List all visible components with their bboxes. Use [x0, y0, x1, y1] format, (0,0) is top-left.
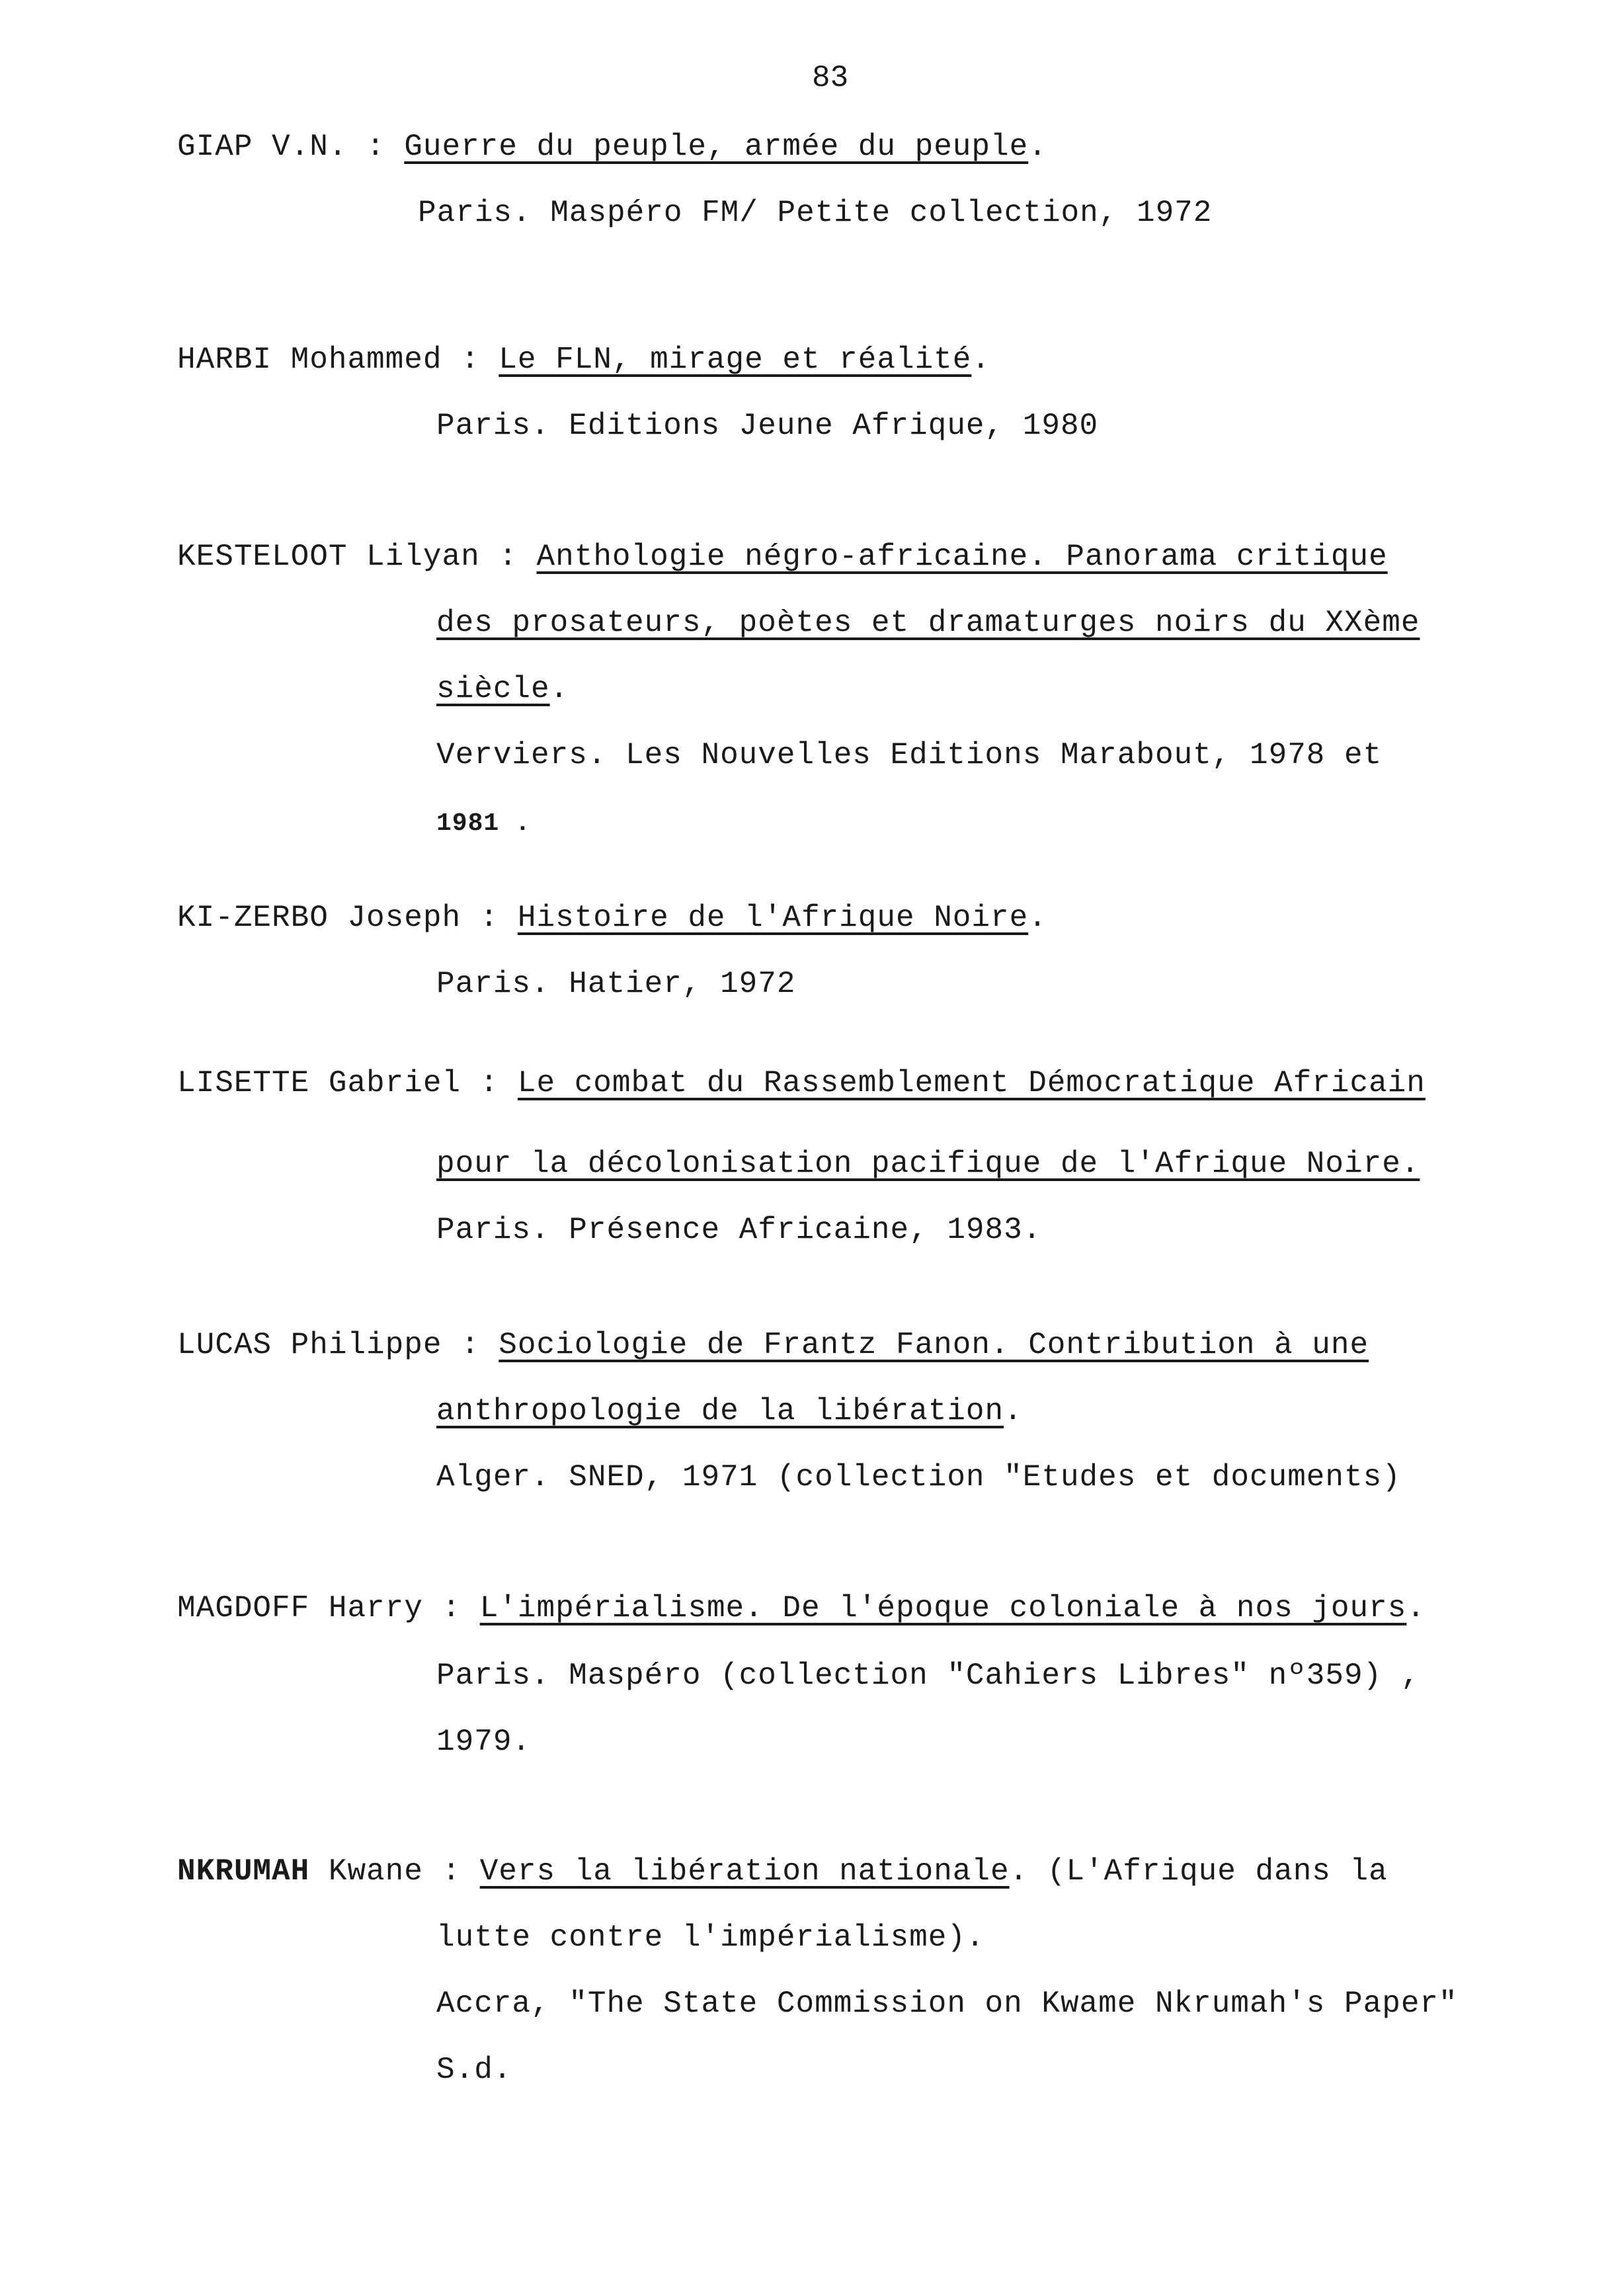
entry-author-surname: NKRUMAH — [177, 1854, 310, 1889]
entry-author: LISETTE Gabriel : — [177, 1066, 499, 1100]
entry-title-end: . — [971, 343, 991, 377]
bib-entry-ki-zerbo — [177, 898, 1047, 938]
entry-title: Le FLN, mirage et réalité — [499, 343, 972, 377]
bib-entry-harbi — [177, 340, 990, 380]
bib-entry-giap — [177, 127, 1047, 167]
entry-details: 1979. — [436, 1725, 532, 1759]
entry-author: KESTELOOT Lilyan : — [177, 540, 518, 574]
entry-title-cont: anthropologie de la libération. — [436, 1394, 1023, 1428]
entry-title: Histoire de l'Afrique Noire — [517, 901, 1029, 935]
entry-details: Paris. Présence Africaine, 1983. — [436, 1213, 1042, 1247]
entry-author: MAGDOFF Harry : — [177, 1591, 462, 1625]
entry-author: GIAP V.N. : — [177, 130, 385, 164]
bib-entry-kesteloot — [177, 537, 1388, 577]
entry-details: Paris. Maspéro FM/ Petite collection, 1972 — [418, 196, 1213, 230]
entry-title: L'impérialisme. De l'époque coloniale à nos jours — [479, 1591, 1407, 1625]
entry-title: Guerre du peuple, armée du peuple — [404, 130, 1029, 164]
entry-author: HARBI Mohammed : — [177, 343, 480, 377]
entry-details: Verviers. Les Nouvelles Editions Marabout, 1978 et — [436, 738, 1383, 772]
entry-title: Vers la libération nationale — [479, 1854, 1010, 1889]
entry-title: Anthologie négro-africaine. Panorama critique — [536, 540, 1388, 574]
entry-details: Paris. Maspéro (collection "Cahiers Libres" nº359) , — [436, 1659, 1420, 1693]
entry-details: Alger. SNED, 1971 (collection "Etudes et documents) — [436, 1460, 1401, 1495]
bib-entry-magdoff — [177, 1588, 1426, 1628]
entry-details-year: 1981 . — [436, 809, 531, 838]
entry-details: S.d. — [436, 2053, 512, 2087]
entry-details: lutte contre l'impérialisme). — [436, 1920, 985, 1955]
entry-title-end: . (L'Afrique dans la — [1009, 1854, 1388, 1889]
entry-author: LUCAS Philippe : — [177, 1328, 480, 1362]
bib-entry-lucas — [177, 1325, 1369, 1365]
entry-title-cont: des prosateurs, poètes et dramaturges noirs du XXème — [436, 606, 1420, 640]
entry-title: Le combat du Rassemblement Démocratique Africain — [517, 1066, 1426, 1100]
entry-title-end: . — [1406, 1591, 1426, 1625]
entry-details: Paris. Hatier, 1972 — [436, 967, 796, 1001]
entry-title-cont: pour la décolonisation pacifique de l'Afrique Noire. — [436, 1147, 1420, 1181]
page-number: 83 — [812, 61, 849, 95]
entry-author: KI-ZERBO Joseph : — [177, 901, 499, 935]
entry-details: Paris. Editions Jeune Afrique, 1980 — [436, 409, 1099, 443]
entry-title-cont: siècle. — [436, 672, 569, 706]
entry-title: Sociologie de Frantz Fanon. Contribution à une — [499, 1328, 1369, 1362]
entry-title-end: . — [1028, 901, 1047, 935]
entry-details: Accra, "The State Commission on Kwame Nkrumah's Paper" — [436, 1987, 1458, 2021]
bib-entry-lisette — [177, 1063, 1426, 1103]
entry-title-end: . — [1028, 130, 1047, 164]
entry-author: Kwane : — [328, 1854, 462, 1889]
bib-entry-nkrumah — [177, 1852, 1388, 1891]
